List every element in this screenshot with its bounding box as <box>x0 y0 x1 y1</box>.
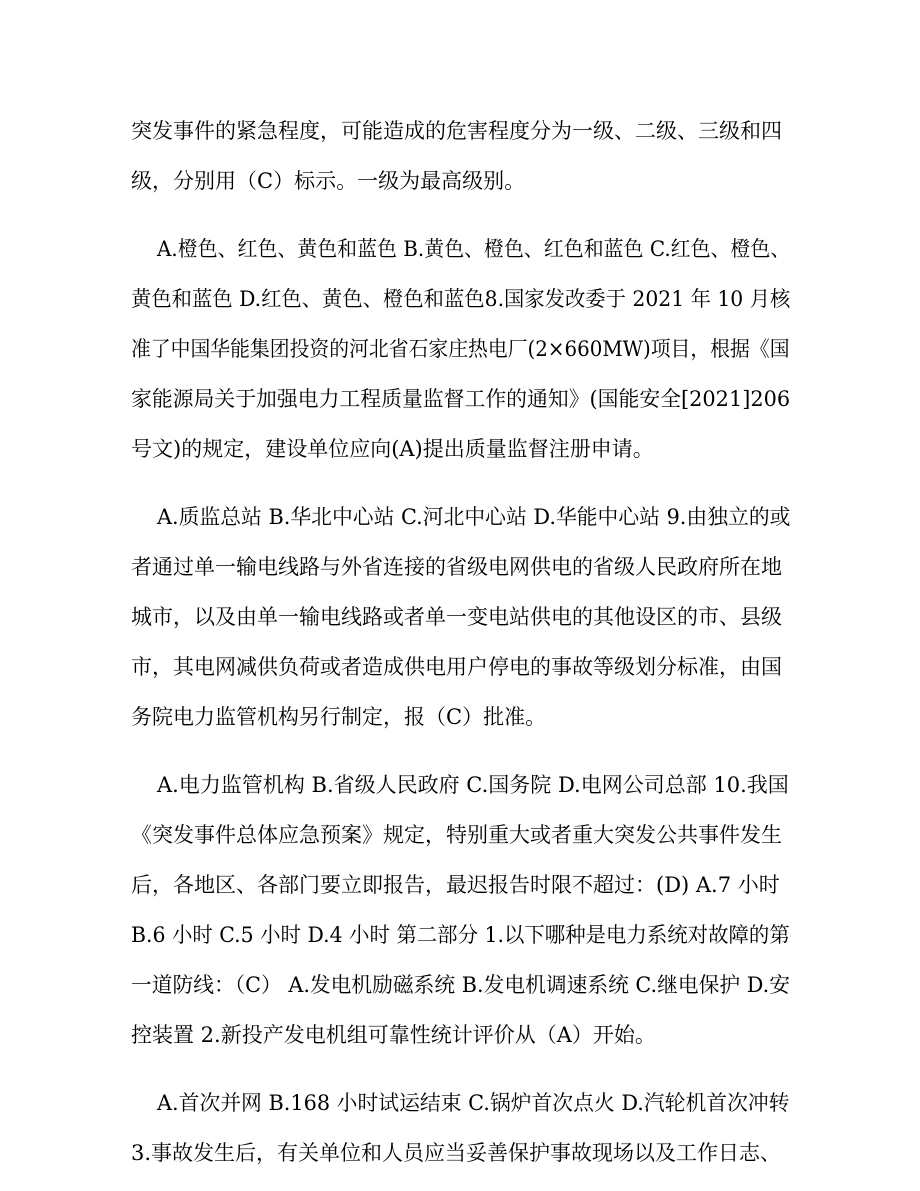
text-line-17: 一道防线：（C） A.发电机励磁系统 B.发电机调速系统 C.继电保护 D.安 <box>131 973 790 997</box>
text-line-9: 者通过单一输电线路与外省连接的省级电网供电的省级人民政府所在地 <box>131 555 782 579</box>
text-line-2: 级，分别用（C）标示。一级为最高级别。 <box>131 169 526 193</box>
text-line-18: 控装置 2.新投产发电机组可靠性统计评价从（A）开始。 <box>131 1023 656 1047</box>
text-line-11: 市，其电网减供负荷或者造成供电用户停电的事故等级划分标准，由国 <box>131 655 782 679</box>
text-line-12: 务院电力监管机构另行制定，报（C）批准。 <box>131 705 547 729</box>
text-line-10: 城市，以及由单一输电线路或者单一变电站供电的其他设区的市、县级 <box>131 605 782 629</box>
text-line-16: B.6 小时 C.5 小时 D.4 小时 第二部分 1.以下哪种是电力系统对故障的第 <box>131 923 790 947</box>
text-line-1: 突发事件的紧急程度，可能造成的危害程度分为一级、二级、三级和四 <box>131 119 782 143</box>
text-line-19: A.首次并网 B.168 小时试运结束 C.锅炉首次点火 D.汽轮机首次冲转 <box>157 1091 790 1115</box>
text-line-8: A.质监总站 B.华北中心站 C.河北中心站 D.华能中心站 9.由独立的或 <box>157 505 791 529</box>
text-line-14: 《突发事件总体应急预案》规定，特别重大或者重大突发公共事件发生 <box>131 823 782 847</box>
text-line-13: A.电力监管机构 B.省级人民政府 C.国务院 D.电网公司总部 10.我国 <box>157 773 789 797</box>
text-line-6: 家能源局关于加强电力工程质量监督工作的通知》(国能安全[2021]206 <box>131 387 791 411</box>
text-line-3: A.橙色、红色、黄色和蓝色 B.黄色、橙色、红色和蓝色 C.红色、橙色、 <box>157 237 791 261</box>
text-line-15: 后，各地区、各部门要立即报告，最迟报告时限不超过：(D) A.7 小时 <box>131 873 780 897</box>
text-line-20: 3.事故发生后，有关单位和人员应当妥善保护事故现场以及工作日志、 <box>131 1141 782 1165</box>
text-line-7: 号文)的规定，建设单位应向(A)提出质量监督注册申请。 <box>131 437 654 461</box>
text-line-5: 准了中国华能集团投资的河北省石家庄热电厂(2×660MW)项目，根据《国 <box>131 337 790 361</box>
text-line-4: 黄色和蓝色 D.红色、黄色、橙色和蓝色8.国家发改委于 2021 年 10 月核 <box>131 287 791 311</box>
